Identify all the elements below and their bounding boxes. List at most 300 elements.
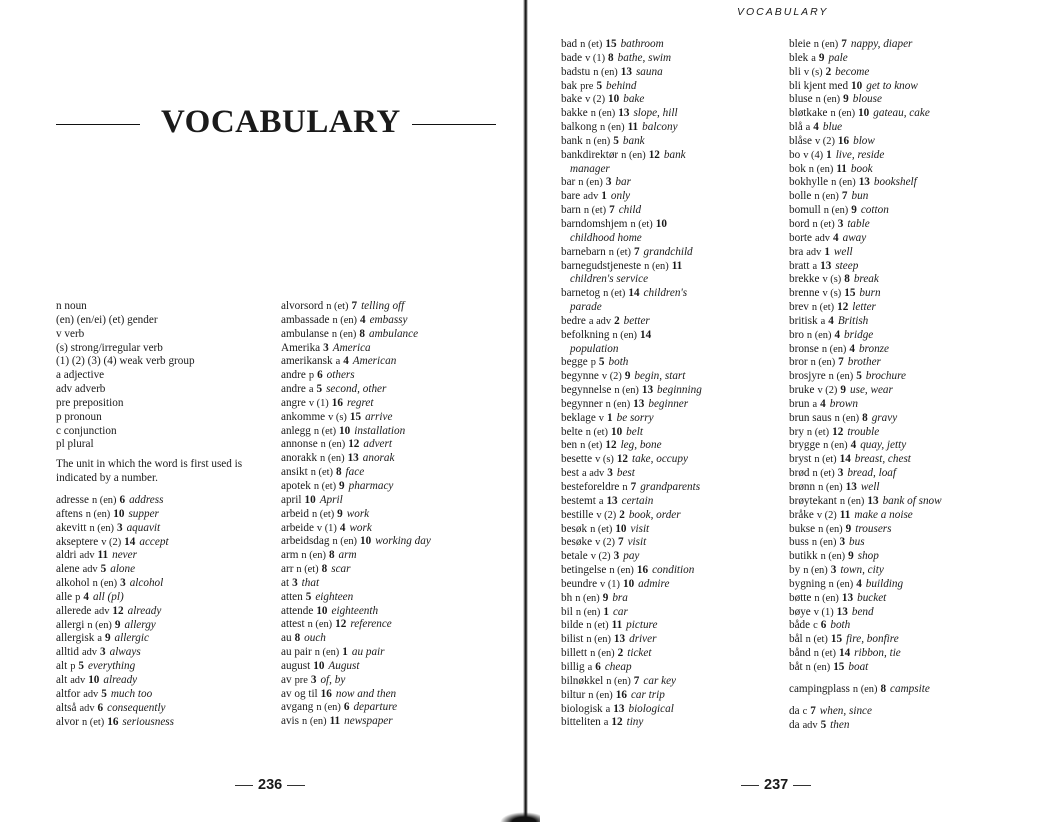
headword: bank [561, 134, 583, 147]
grammar: n (et) [608, 246, 631, 258]
unit-number: 13 [858, 176, 870, 189]
vocab-entry [281, 605, 521, 619]
unit-number: 11 [836, 162, 847, 175]
translation: pharmacy [348, 479, 394, 492]
translation: telling off [361, 300, 405, 312]
headword: brenne [789, 287, 820, 300]
grammar: n (et) [311, 508, 335, 520]
title-row [56, 104, 496, 144]
headword: bad [561, 38, 578, 50]
vocab-entry [789, 246, 1049, 260]
vocab-entry [789, 287, 1049, 301]
grammar: v (2) [101, 536, 122, 548]
abbreviation-line: (en) (en/ei) (et) gender [56, 313, 158, 326]
translation: embassy [369, 313, 408, 326]
vocab-entry [789, 426, 1049, 440]
grammar: n (et) [603, 288, 626, 300]
grammar: n (en) [814, 592, 839, 604]
headword: alkohol [56, 577, 90, 590]
unit-number: 12 [832, 425, 844, 438]
translation: beginning [657, 384, 702, 397]
vocab-entry [789, 273, 1049, 287]
grammar: n (en) [575, 606, 601, 618]
unit-number: 13 [841, 591, 854, 604]
grammar: n (et) [313, 425, 337, 437]
headword: bli [789, 65, 801, 78]
grammar: n (en) [320, 439, 346, 451]
translation: then [830, 718, 850, 731]
grammar: n (en) [803, 565, 828, 577]
translation: April [319, 493, 343, 506]
vocab-entry [56, 619, 281, 633]
headword: barndomshjem [561, 217, 628, 230]
headword: beundre [561, 577, 598, 590]
grammar: v (s) [328, 411, 347, 423]
unit-number: 11 [97, 549, 109, 562]
vocab-entry [281, 577, 521, 591]
headword: alt [56, 660, 68, 673]
translation: arrive [365, 410, 393, 423]
vocab-entry [789, 149, 1049, 163]
grammar: n (en) [828, 371, 854, 383]
headword: bitteliten [561, 716, 601, 729]
unit-number: 10 [316, 604, 328, 617]
unit-number: 2 [614, 314, 620, 327]
headword: alene [56, 563, 80, 576]
headword: bade [561, 51, 583, 64]
vocab-entry [561, 190, 789, 204]
grammar: n (en) [614, 385, 639, 397]
headword: anlegg [281, 424, 311, 437]
grammar: n (et) [310, 467, 333, 479]
headword: allergisk [56, 632, 95, 645]
folio-dash [287, 785, 305, 786]
translation: parade [570, 301, 602, 314]
unit-number: 8 [862, 411, 868, 424]
unit-number: 5 [305, 590, 312, 603]
unit-number: 6 [595, 660, 601, 673]
headword: brev [789, 301, 809, 314]
headword: bruke [789, 384, 815, 397]
headword: bord [789, 217, 810, 230]
grammar: n (et) [586, 620, 609, 632]
unit-number: 16 [331, 396, 343, 409]
headword: annonse [281, 438, 318, 451]
unit-number: 3 [120, 577, 126, 590]
vocab-entry [561, 260, 789, 274]
unit-number: 1 [342, 646, 348, 659]
headword: arbeidsdag [281, 535, 330, 548]
headword: bløtkake [789, 107, 828, 120]
unit-number: 14 [838, 647, 851, 660]
vocab-entry [789, 550, 1049, 564]
unit-number: 11 [671, 259, 683, 272]
vocab-entry [281, 480, 521, 494]
grammar: n (en) [606, 675, 631, 687]
grammar: n (en) [828, 578, 854, 590]
translation: never [112, 549, 137, 562]
vocab-entry [56, 536, 281, 550]
headword: bror [789, 356, 808, 369]
vocab-entry [789, 52, 1049, 66]
grammar: pre [294, 674, 308, 686]
unit-number: 3 [837, 217, 844, 230]
translation: arm [338, 549, 357, 562]
grammar: v (s) [803, 66, 823, 78]
translation: that [301, 576, 320, 589]
translation: brother [847, 356, 881, 369]
headword: aftens [56, 507, 83, 520]
vocab-entry [281, 397, 521, 411]
grammar: n (et) [805, 634, 828, 646]
grammar: n (et) [813, 648, 836, 660]
translation: be sorry [616, 411, 654, 424]
unit-number: 12 [112, 604, 124, 617]
vocab-entry [56, 522, 281, 536]
vocab-entry [561, 550, 789, 564]
grammar: a [820, 315, 826, 327]
title-rule-left [56, 124, 140, 125]
headword: brosjyre [789, 370, 826, 383]
grammar: n (et) [811, 302, 835, 314]
translation: campsite [890, 682, 930, 695]
translation: slope, hill [633, 107, 678, 120]
grammar: a [805, 122, 811, 134]
page-title: VOCABULARY [161, 104, 401, 140]
vocab-entry [281, 522, 521, 536]
grammar: n (en) [831, 177, 856, 189]
abbreviation-line: v verb [56, 327, 85, 340]
grammar: a [812, 398, 818, 410]
grammar: n (en) [605, 398, 631, 410]
vocab-entry [561, 439, 789, 453]
headword: bak [561, 79, 578, 92]
headword: billig [561, 660, 585, 673]
translation: take, occupy [632, 453, 688, 466]
unit-number: 4 [343, 355, 349, 368]
grammar: n (en) [805, 661, 831, 673]
unit-number: 12 [348, 438, 360, 451]
translation: gateau, cake [873, 107, 930, 120]
translation: pay [623, 550, 640, 563]
vocab-entry [561, 426, 789, 440]
vocab-column-1 [56, 494, 281, 729]
headword: arr [281, 563, 294, 576]
vocab-entry [561, 218, 789, 232]
unit-number: 6 [97, 701, 104, 714]
grammar: adv [79, 550, 95, 562]
grammar: n (en) [588, 689, 613, 701]
vocab-entry [281, 494, 521, 508]
grammar: n (en) [818, 482, 843, 493]
vocab-column-2 [281, 300, 521, 729]
translation: ticket [627, 647, 652, 660]
headword: både [789, 619, 811, 632]
headword: altfor [56, 687, 81, 700]
unit-number: 4 [834, 328, 841, 341]
unit-number: 9 [114, 618, 121, 631]
unit-number: 14 [839, 453, 851, 466]
unit-number: 2 [619, 508, 625, 521]
headword: befolkning [561, 328, 610, 341]
unit-number: 1 [824, 245, 830, 258]
grammar: a adv [582, 468, 605, 480]
grammar: n (en) [302, 716, 327, 728]
unit-number: 4 [849, 342, 855, 355]
headword: ambulanse [281, 327, 329, 340]
unit-number: 9 [843, 93, 849, 106]
translation: children's service [570, 273, 649, 286]
vocab-entry [789, 398, 1049, 412]
headword: balkong [561, 121, 598, 134]
vocab-entry [789, 509, 1049, 523]
grammar: n (en) [91, 495, 117, 506]
translation: visit [627, 536, 647, 549]
headword: brun [789, 397, 810, 410]
grammar: n (en) [600, 122, 625, 134]
grammar: adv [82, 564, 98, 576]
unit-number: 2 [825, 65, 832, 78]
headword: bygning [789, 577, 826, 590]
translation: ambulance [368, 327, 419, 340]
headword: bøye [789, 605, 811, 618]
unit-number: 15 [349, 410, 362, 423]
vocab-entry [789, 592, 1049, 606]
translation: ouch [304, 632, 326, 645]
grammar: n [622, 482, 628, 493]
headword: ben [561, 439, 578, 452]
vocab-entry [561, 370, 789, 384]
vocab-entry-continuation [561, 273, 789, 287]
translation: cheap [604, 660, 632, 673]
headword: brøytekant [789, 494, 837, 507]
grammar: a [335, 356, 341, 368]
translation: nappy, diaper [850, 38, 913, 50]
headword: bratt [789, 259, 810, 272]
vocab-entry [561, 633, 789, 647]
headword: biltur [561, 688, 586, 701]
translation: better [623, 314, 650, 327]
unit-number: 4 [856, 577, 862, 590]
vocab-entry [561, 412, 789, 426]
headword: bestille [561, 508, 594, 521]
vocab-entry [56, 702, 281, 716]
grammar: a [598, 495, 604, 507]
unit-number: 5 [598, 356, 605, 369]
vocab-entry [561, 107, 789, 121]
grammar: a [812, 260, 818, 272]
vocab-entry [561, 495, 789, 509]
translation: working day [375, 535, 431, 548]
grammar: n (et) [814, 454, 837, 466]
translation: installation [354, 424, 406, 437]
unit-number: 3 [605, 176, 612, 189]
headword: andre [281, 369, 306, 382]
translation: book, order [628, 508, 681, 521]
grammar: n (et) [580, 39, 603, 50]
unit-number: 3 [607, 467, 613, 480]
vocab-entry [789, 121, 1049, 135]
headword: belte [561, 425, 583, 438]
vocab-entry [56, 494, 281, 508]
grammar: n (en) [808, 163, 834, 175]
headword: bry [789, 425, 804, 438]
headword: ankomme [281, 410, 326, 423]
translation: best [616, 467, 635, 480]
headword: beklage [561, 411, 596, 424]
grammar: v (1) [813, 606, 834, 618]
vocab-entry [561, 149, 789, 163]
unit-number: 13 [820, 259, 832, 272]
grammar: n (et) [583, 205, 607, 217]
translation: bus [849, 536, 865, 549]
headword: alle [56, 590, 73, 603]
unit-number: 5 [101, 687, 107, 700]
vocab-entry [281, 383, 521, 397]
vocab-entry [789, 578, 1049, 592]
unit-number: 5 [100, 563, 107, 576]
grammar: n (et) [313, 480, 337, 492]
translation: away [842, 231, 867, 244]
grammar: adv [806, 246, 822, 258]
grammar: a [97, 633, 102, 645]
unit-number: 4 [813, 121, 819, 134]
vocab-entry [281, 688, 521, 702]
vocab-entry [789, 481, 1049, 495]
translation: steep [835, 259, 859, 272]
grammar: n (en) [89, 522, 114, 534]
unit-number: 9 [337, 507, 343, 520]
translation: bread, loaf [847, 467, 897, 480]
grammar: v (s) [822, 274, 842, 286]
unit-number: 10 [655, 217, 667, 230]
headword: by [789, 564, 801, 577]
vocab-entry [789, 66, 1049, 80]
headword: begynne [561, 370, 599, 383]
grammar: adv [83, 688, 99, 700]
unit-number: 16 [107, 715, 119, 728]
folio-dash [741, 785, 759, 786]
translation: alone [110, 563, 136, 576]
headword: bilist [561, 633, 584, 646]
grammar: n (en) [307, 619, 333, 631]
right-page-number-text: 237 [764, 777, 789, 793]
translation: eighteenth [331, 604, 379, 617]
translation: much too [110, 687, 153, 700]
translation: accept [139, 535, 169, 548]
unit-number: 15 [833, 660, 845, 673]
grammar: n (en) [314, 647, 340, 659]
headword: bare [561, 190, 581, 203]
translation: cotton [860, 204, 889, 217]
unit-number: 8 [328, 549, 335, 562]
unit-number: 13 [618, 107, 630, 120]
unit-number: 10 [610, 425, 623, 438]
grammar: a [308, 384, 314, 396]
vocab-entry [56, 688, 281, 702]
translation: break [853, 273, 879, 286]
unit-number: 3 [292, 576, 298, 589]
translation: burn [859, 287, 881, 300]
headword: barnetog [561, 287, 601, 300]
headword: ansikt [281, 466, 308, 479]
translation: well [833, 245, 853, 258]
grammar: adv [815, 232, 831, 244]
grammar: n (en) [590, 648, 615, 660]
headword: alltid [56, 646, 79, 659]
vocab-entry [281, 632, 521, 646]
headword: aldri [56, 549, 77, 562]
vocab-entry [561, 329, 789, 343]
unit-number: 10 [608, 93, 620, 106]
headword: av [281, 673, 292, 686]
translation: belt [626, 425, 643, 438]
headword: adresse [56, 494, 89, 506]
unit-number: 14 [628, 287, 640, 300]
vocab-entry [561, 66, 789, 80]
grammar: adv [94, 605, 110, 617]
headword: avgang [281, 701, 314, 714]
translation: bookshelf [873, 176, 917, 189]
unit-number: 7 [841, 190, 848, 203]
translation: everything [87, 660, 136, 673]
grammar: n (en) [834, 412, 860, 424]
translation: certain [621, 494, 654, 507]
headword: av og til [281, 687, 318, 700]
grammar: n (et) [82, 716, 105, 728]
translation: sauna [635, 65, 663, 78]
abbreviation-line: a adjective [56, 369, 105, 382]
grammar: v [598, 412, 604, 424]
vocab-entry [789, 705, 1049, 719]
unit-number: 13 [620, 65, 632, 78]
vocab-entry [56, 563, 281, 577]
translation: become [835, 65, 870, 78]
translation: bank [663, 148, 686, 161]
headword: brun saus [789, 411, 832, 424]
unit-number: 8 [880, 682, 887, 695]
unit-number: 10 [113, 507, 125, 520]
headword: au pair [281, 646, 312, 659]
headword: best [561, 467, 580, 480]
vocab-entry [789, 536, 1049, 550]
unit-number: 16 [636, 564, 649, 577]
unit-number: 1 [601, 190, 607, 203]
grammar: v (1) [316, 522, 337, 534]
vocab-entry [281, 508, 521, 522]
unit-number: 4 [360, 313, 366, 326]
headword: alt [56, 673, 68, 686]
translation: consequently [107, 701, 166, 714]
headword: bankdirektør [561, 148, 619, 161]
headword: bluse [789, 93, 813, 106]
unit-number: 9 [339, 479, 345, 492]
unit-number: 12 [648, 148, 660, 161]
headword: brekke [789, 273, 820, 286]
unit-number: 13 [836, 605, 848, 618]
headword: arbeid [281, 507, 309, 520]
headword: besøk [561, 522, 588, 535]
unit-number: 15 [844, 287, 856, 300]
unit-number: 9 [840, 384, 846, 397]
translation: already [103, 673, 138, 686]
headword: bronse [789, 342, 819, 355]
translation: bathe, swim [617, 51, 672, 64]
translation: manager [570, 162, 610, 175]
translation: building [865, 577, 904, 590]
headword: bo [789, 148, 801, 161]
unit-number: 12 [335, 618, 347, 631]
